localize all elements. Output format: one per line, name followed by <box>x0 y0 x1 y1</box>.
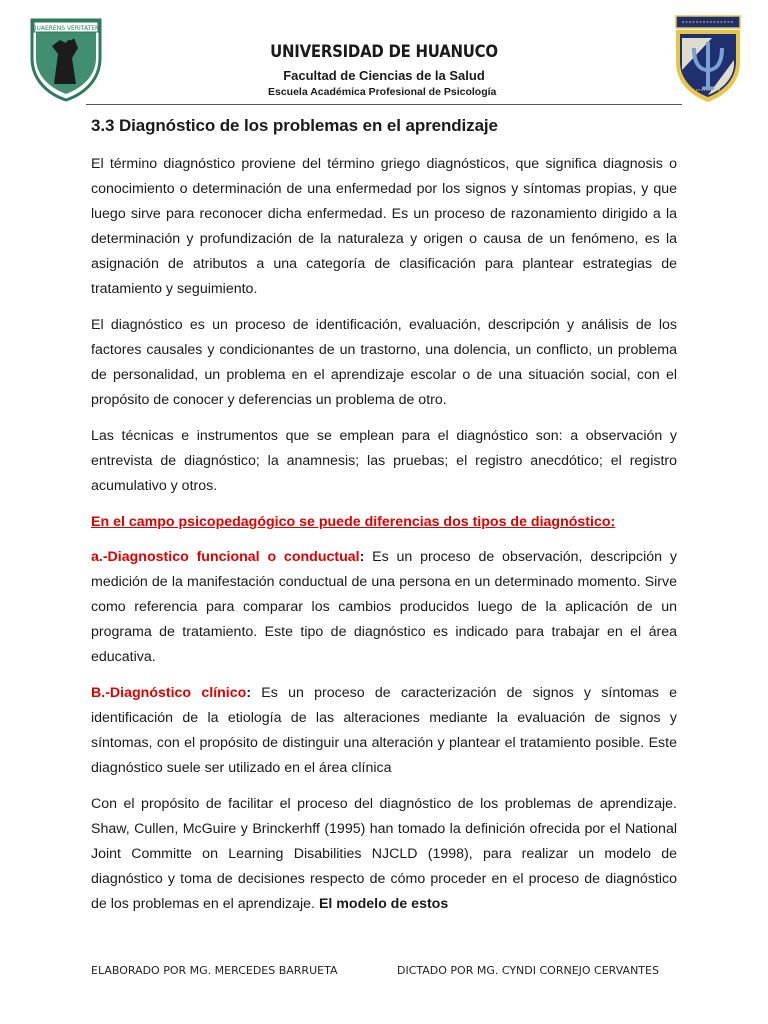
model-text: Con el propósito de facilitar el proceso del diagnóstico de los problemas de aprendizaje. Shaw, Cullen, McGuire y Brinckerhff (1995) han tomado la definición ofrecida por el National Joint Committe on Learning Disabilities NJCLD (1998), para realizar un modelo de diagnóstico y toma de decisiones respecto de cómo proceder en el proceso de diagnóstico de los problemas en el aprendizaje. <box>91 796 677 912</box>
header-divider <box>86 104 682 105</box>
svg-text:QUAERENS VERITATEM: QUAERENS VERITATEM <box>31 25 101 32</box>
paragraph-model <box>91 792 677 917</box>
paragraph-techniques: Las técnicas e instrumentos que se emplean para el diagnóstico son: a observación y entrevista de diagnóstico; la anamnesis; las pruebas; el registro anecdótico; el registro acumulativo y otros. <box>91 428 677 494</box>
document-body <box>91 152 677 928</box>
types-heading: En el campo psicopedagógico se puede diferencias dos tipos de diagnóstico: <box>91 514 616 530</box>
paragraph-clinical <box>91 681 677 781</box>
clinical-colon: : <box>246 685 252 701</box>
paragraph-functional <box>91 545 677 670</box>
footer-lecturer: DICTADO POR MG. CYNDI CORNEJO CERVANTES <box>397 964 659 977</box>
clinical-label: B.-Diagnóstico clínico <box>91 685 247 701</box>
functional-colon: : <box>359 549 365 565</box>
model-bold-text: El modelo de estos <box>315 896 449 912</box>
faculty-name: Facultad de Ciencias de la Salud <box>283 68 485 83</box>
section-title: 3.3 Diagnóstico de los problemas en el aprendizaje <box>91 116 498 135</box>
footer-author: ELABORADO POR MG. MERCEDES BARRUETA <box>91 964 338 977</box>
school-name: Escuela Académica Profesional de Psicología <box>268 86 497 98</box>
clinical-text: Es un proceso de caracterización de signos y síntomas e identificación de la etiología de las alteraciones mediante la evaluación de signos y síntomas, con el propósito de distinguir una alteración y plantear el tratamiento posible. Este diagnóstico suele ser utilizado en el área clínica <box>91 685 678 776</box>
paragraph-process: El diagnóstico es un proceso de identificación, evaluación, descripción y análisis de los factores causales y condicionantes de un trastorno, una dolencia, un conflicto, un problema de personalidad, un problema en el aprendizaje escolar o de una situación social, con el propósito de conocer y deferencias un problema de otro. <box>91 317 677 408</box>
functional-text: Es un proceso de observación, descripción y medición de la manifestación conductual de una persona en un determinado momento. Sirve como referencia para comparar los cambios producidos luego de la aplicación de un programa de tratamiento. Este tipo de diagnóstico es indicado para trabajar en el área educativa. <box>91 549 677 665</box>
functional-label: a.-Diagnostico funcional o conductual <box>91 549 360 565</box>
paragraph-definition: El término diagnóstico proviene del término griego diagnósticos, que significa diagnosis o conocimiento o determinación de una enfermedad por los signos y síntomas propias, y que luego sirve para reconocer dicha enfermedad. Es un proceso de razonamiento dirigido a la determinación y profundización de la naturaleza y origen o causa de un fenómeno, es la asignación de atributos a una categoría de clasificación para plantear estrategias de tratamiento y seguimiento. <box>91 156 677 297</box>
university-name: UNIVERSIDAD DE HUANUCO <box>270 42 498 62</box>
paragraph-types-heading <box>91 510 677 535</box>
